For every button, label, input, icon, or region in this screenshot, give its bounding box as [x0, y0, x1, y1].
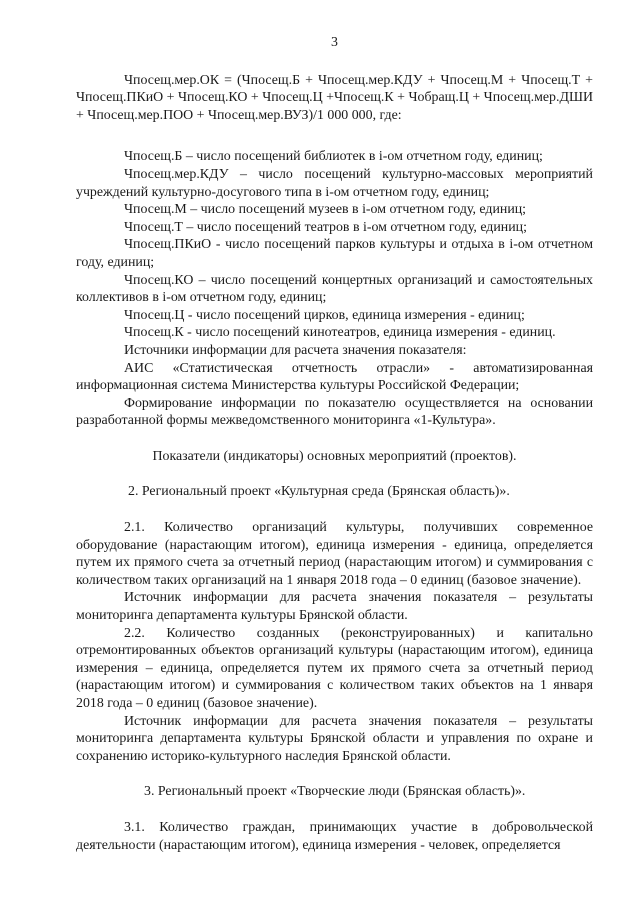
sources-intro: Источники информации для расчета значения показателя:: [124, 342, 467, 358]
definition-circus: Чпосещ.Ц - число посещений цирков, единица измерения - единиц;: [124, 307, 525, 323]
definition-library: Чпосещ.Б – число посещений библиотек в i-ом отчетном году, единиц;: [124, 149, 543, 165]
section-title: Показатели (индикаторы) основных мероприятий (проектов).: [152, 448, 517, 464]
item-2-2: 2.2. Количество созданных (реконструированных) и капитально отремонтированных объектов организаций культуры (нарастающим итогом), единица измерения – единица, определяется путем их прямого счета за отчетный период (нарастающим итогом) и суммирования с количеством таких объектов на 1 января 2018 года – 0 единиц (базовое значение).: [76, 625, 593, 711]
item-3-1: 3.1. Количество граждан, принимающих участие в добровольческой деятельности (нарастающим итогом), единица измерения - человек, определяется: [76, 819, 593, 853]
definition-cinema: Чпосещ.К - число посещений кинотеатров, единица измерения - единиц.: [124, 325, 556, 341]
project-2-heading: 2. Региональный проект «Культурная среда (Брянская область)».: [128, 484, 510, 500]
definition-parks: Чпосещ.ПКиО - число посещений парков культуры и отдыха в i-ом отчетном году, единиц;: [76, 237, 593, 270]
item-2-1: 2.1. Количество организаций культуры, получивших современное оборудование (нарастающим итогом), единица измерения - единица, определяется путем их прямого счета за отчетный период (нарастающим итогом) и суммирования с количеством таких организаций на 1 января 2018 года – 0 единиц (базовое значение).: [76, 520, 593, 588]
source-2-1: Источник информации для расчета значения показателя – результаты мониторинга департамента культуры Брянской области.: [76, 590, 593, 624]
page-number: 3: [331, 35, 338, 50]
definition-kdu: Чпосещ.мер.КДУ – число посещений культурно-массовых мероприятий учреждений культурно-досугового типа в i-ом отчетном году, единиц;: [76, 166, 593, 200]
project-3-heading: 3. Региональный проект «Творческие люди (Брянская область)».: [144, 784, 526, 800]
formula: Чпосещ.мер.ОК = (Чпосещ.Б + Чпосещ.мер.КДУ + Чпосещ.М + Чпосещ.Т + Чпосещ.ПКиО + Чпосещ.КО + Чпосещ.Ц +Чпосещ.К + Чобращ.Ц + Чпосещ.мер.ДШИ + Чпосещ.мер.ПОО + Чпосещ.мер.ВУЗ)/1 000 000, где:: [76, 72, 593, 123]
sources-ais: АИС «Статистическая отчетность отрасли» - автоматизированная информационная система Министерства культуры Российской Федерации;: [76, 360, 593, 394]
definition-concert: Чпосещ.КО – число посещений концертных организаций и самостоятельных коллективов в i-ом отчетном году, единиц;: [76, 272, 593, 306]
source-2-2: Источник информации для расчета значения показателя – результаты мониторинга департамента культуры Брянской области и управления по охране и сохранению историко-культурного наследия Брянской области.: [76, 713, 593, 764]
definition-museum: Чпосещ.М – число посещений музеев в i-ом отчетном году, единиц;: [124, 202, 527, 218]
sources-formation: Формирование информации по показателю осуществляется на основании разработанной формы межведомственного мониторинга «1-Культура».: [76, 395, 593, 429]
definition-theatre: Чпосещ.Т – число посещений театров в i-ом отчетном году, единиц;: [124, 219, 527, 235]
